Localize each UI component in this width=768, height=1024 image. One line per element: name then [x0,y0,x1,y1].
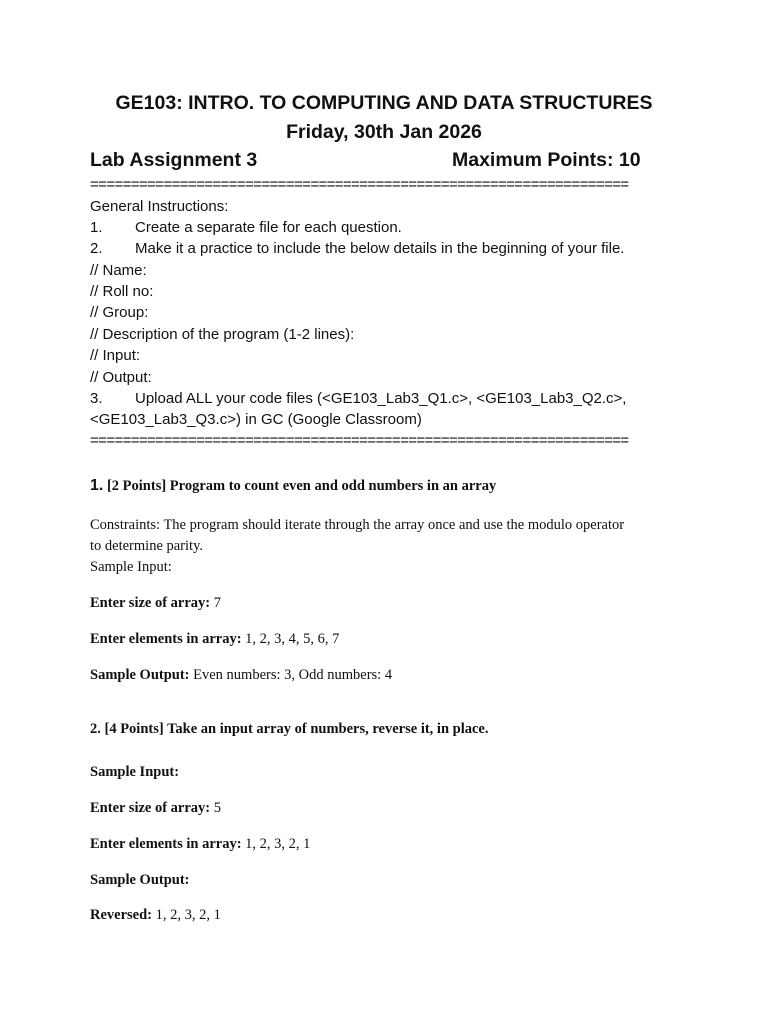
instruction-3-text-continued: <GE103_Lab3_Q3.c>) in GC (Google Classroom) [90,411,422,428]
question-2-size-label: Enter size of array: [90,800,211,816]
question-2-reversed-value: 1, 2, 3, 2, 1 [155,907,221,923]
question-2-size-line [90,800,221,817]
question-1-constraints-continued: to determine parity. [90,538,204,554]
template-line-name: // Name: [90,262,147,279]
question-2-output-label: Sample Output: [90,872,190,888]
template-line-group: // Group: [90,304,149,321]
max-points: Maximum Points: 10 [452,149,641,171]
instruction-2-text: Make it a practice to include the below details in the beginning of your file. [135,240,625,257]
template-line-input: // Input: [90,347,141,364]
course-title: GE103: INTRO. TO COMPUTING AND DATA STRUCTURES [115,92,653,114]
question-1-heading [90,477,496,495]
question-1-sample-input-label: Sample Input: [90,559,172,575]
question-1-number: 1. [90,477,104,494]
question-2-elements-label: Enter elements in array: [90,836,242,852]
instructions-heading: General Instructions: [90,198,229,215]
instruction-item-2 [90,240,624,257]
instruction-3-number: 3. [90,390,103,407]
question-1-elements-line [90,631,339,648]
question-2-title: 2. [4 Points] Take an input array of numbers, reverse it, in place. [90,721,489,737]
separator-bottom: ================================================================== [90,432,629,449]
question-1-constraints: Constraints: The program should iterate through the array once and use the modulo operator [90,517,625,533]
assignment-date: Friday, 30th Jan 2026 [286,121,482,143]
question-2-size-value: 5 [213,800,221,816]
question-2-reversed-label: Reversed: [90,907,153,923]
question-2-elements-value: 1, 2, 3, 2, 1 [245,836,311,852]
question-1-output-line [90,667,392,684]
question-1-size-label: Enter size of array: [90,595,211,611]
question-1-title: [2 Points] Program to count even and odd numbers in an array [106,478,497,494]
separator-top: ================================================================== [90,176,629,193]
instruction-1-number: 1. [90,219,103,236]
question-1-size-value: 7 [213,595,221,611]
instruction-2-number: 2. [90,240,103,257]
question-2-elements-line [90,836,310,853]
question-1-output-value: Even numbers: 3, Odd numbers: 4 [193,667,393,683]
question-1-output-label: Sample Output: [90,667,190,683]
template-line-description: // Description of the program (1-2 lines): [90,326,355,343]
instruction-1-text: Create a separate file for each question. [135,219,402,236]
instruction-3-text: Upload ALL your code files (<GE103_Lab3_Q1.c>, <GE103_Lab3_Q2.c>, [135,390,627,407]
instruction-item-3 [90,390,626,407]
instruction-item-1 [90,219,402,236]
template-line-output: // Output: [90,369,152,386]
question-1-elements-value: 1, 2, 3, 4, 5, 6, 7 [245,631,340,647]
assignment-title: Lab Assignment 3 [90,149,258,171]
template-line-roll: // Roll no: [90,283,154,300]
question-1-elements-label: Enter elements in array: [90,631,242,647]
question-2-sample-input-label: Sample Input: [90,764,180,780]
question-1-size-line [90,595,221,612]
question-2-reversed-line [90,907,221,924]
